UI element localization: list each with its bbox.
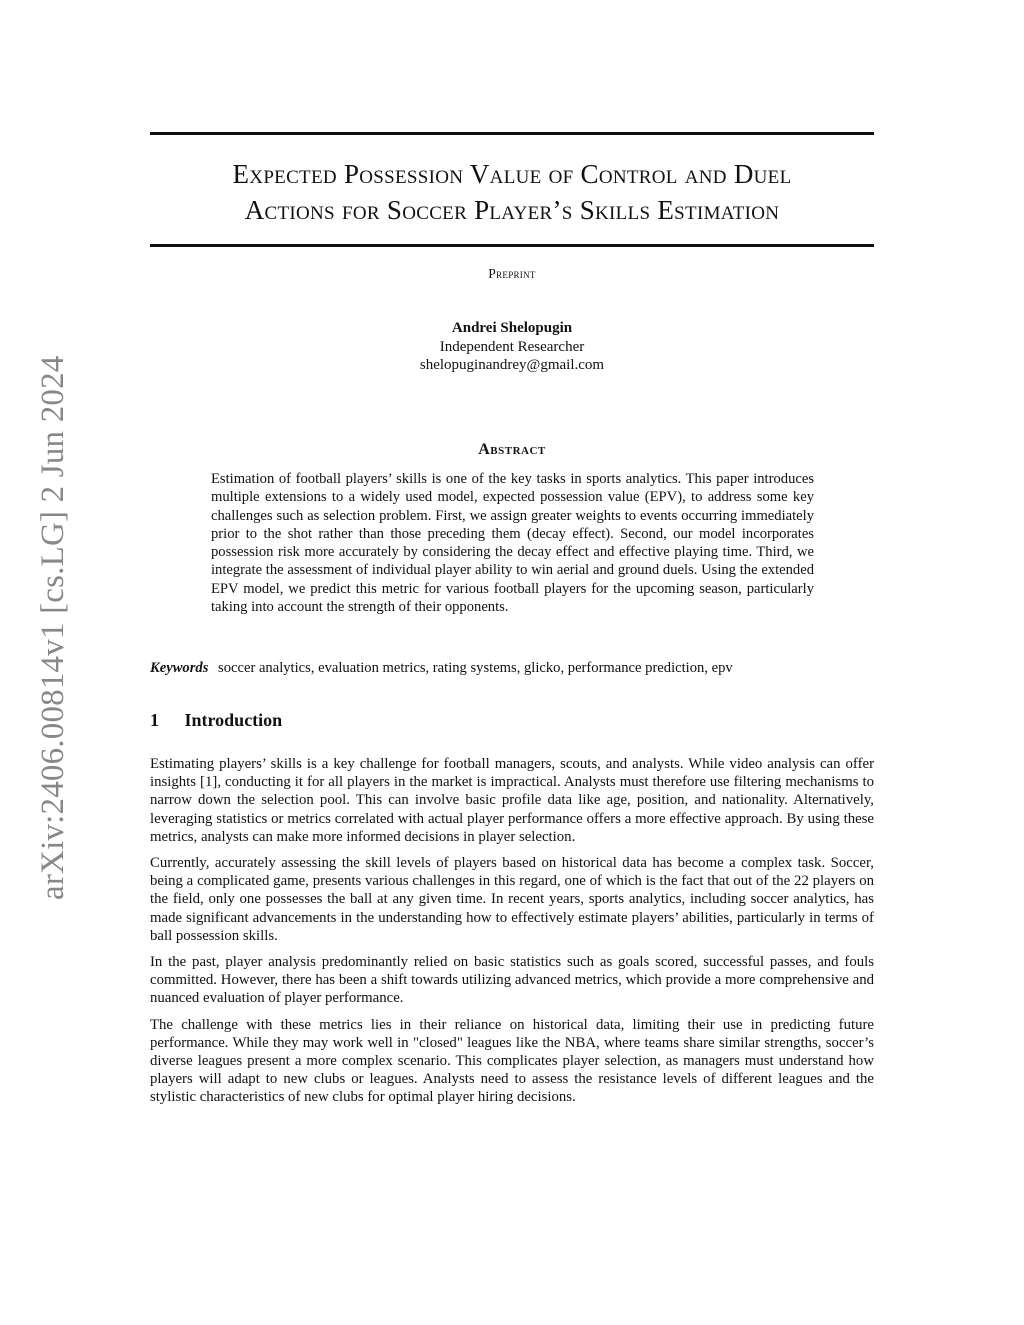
author-block <box>150 319 874 375</box>
abstract-heading: Abstract <box>478 441 546 458</box>
author-name: Andrei Shelopugin <box>451 320 573 336</box>
paper-title-line-2: Actions for Soccer Player’s Skills Estimation <box>244 195 780 225</box>
section-number: 1 <box>150 710 159 730</box>
abstract-text: Estimation of football players’ skills is one of the key tasks in sports analytics. This paper introduces multiple extensions to a widely used model, expected possession value (EPV), to address some key challenges such as selection problem. First, we assign greater weights to events occurring immediately prior to the shot rather than those preceding them (decay effect). Second, our model incorporates possession risk more accurately by considering the decay effect and effective playing time. Third, we integrate the assessment of individual player ability to win aerial and ground duels. Using the extended EPV model, we predict this metric for various football players for the upcoming season, particularly taking into account the strength of their opponents. <box>211 471 814 616</box>
preprint-label: Preprint <box>488 266 536 281</box>
section-heading-introduction <box>150 710 282 731</box>
title-bottom-rule <box>150 244 874 247</box>
arxiv-identifier-stamp: arXiv:2406.00814v1 [cs.LG] 2 Jun 2024 <box>35 355 71 900</box>
section-title: Introduction <box>184 710 283 730</box>
body-paragraph: In the past, player analysis predominantly relied on basic statistics such as goals scored, successful passes, and fouls committed. However, there has been a shift towards utilizing advanced metrics, which provide a more comprehensive and nuanced evaluation of player performance. <box>150 954 874 1007</box>
body-paragraph: The challenge with these metrics lies in their reliance on historical data, limiting their use in predicting future performance. While they may work well in "closed" leagues like the NBA, where teams share similar strengths, soccer’s diverse leagues present a more complex scenario. This complicates player selection, as managers must understand how players will adapt to new clubs or leagues. Analysts need to assess the resistance levels of different leagues and the stylistic characteristics of new clubs for optimal player hiring decisions. <box>150 1016 874 1106</box>
paper-title-line-1: Expected Possession Value of Control and Duel <box>232 159 792 189</box>
keywords-label: Keywords <box>150 660 209 676</box>
keywords-list: soccer analytics, evaluation metrics, rating systems, glicko, performance prediction, epv <box>218 660 733 676</box>
paper-title <box>150 156 874 228</box>
author-affiliation: Independent Researcher <box>439 338 585 355</box>
body-paragraph: Currently, accurately assessing the skill levels of players based on historical data has become a complex task. Soccer, being a complicated game, presents various challenges in this regard, one of which is the fact that out of the 22 players on the field, only one possesses the ball at any given time. In recent years, sports analytics, including soccer analytics, has made significant advancements in the understanding how to effectively estimate players’ abilities, particularly in terms of ball possession skills. <box>150 855 874 944</box>
introduction-body <box>150 755 874 1115</box>
author-email: shelopuginandrey@gmail.com <box>419 357 605 373</box>
keywords-line <box>150 659 874 677</box>
title-top-rule <box>150 132 874 135</box>
body-paragraph: Estimating players’ skills is a key challenge for football managers, scouts, and analysts. While video analysis can offer insights [1], conducting it for all players in the market is impractical. Analysts must therefore use filtering mechanisms to narrow down the selection pool. This can involve basic profile data like age, position, and nationality. Alternatively, leveraging statistics or metrics correlated with actual player performance offers a more effective approach. By using these metrics, analysts can make more informed decisions in player selection. <box>150 756 874 845</box>
